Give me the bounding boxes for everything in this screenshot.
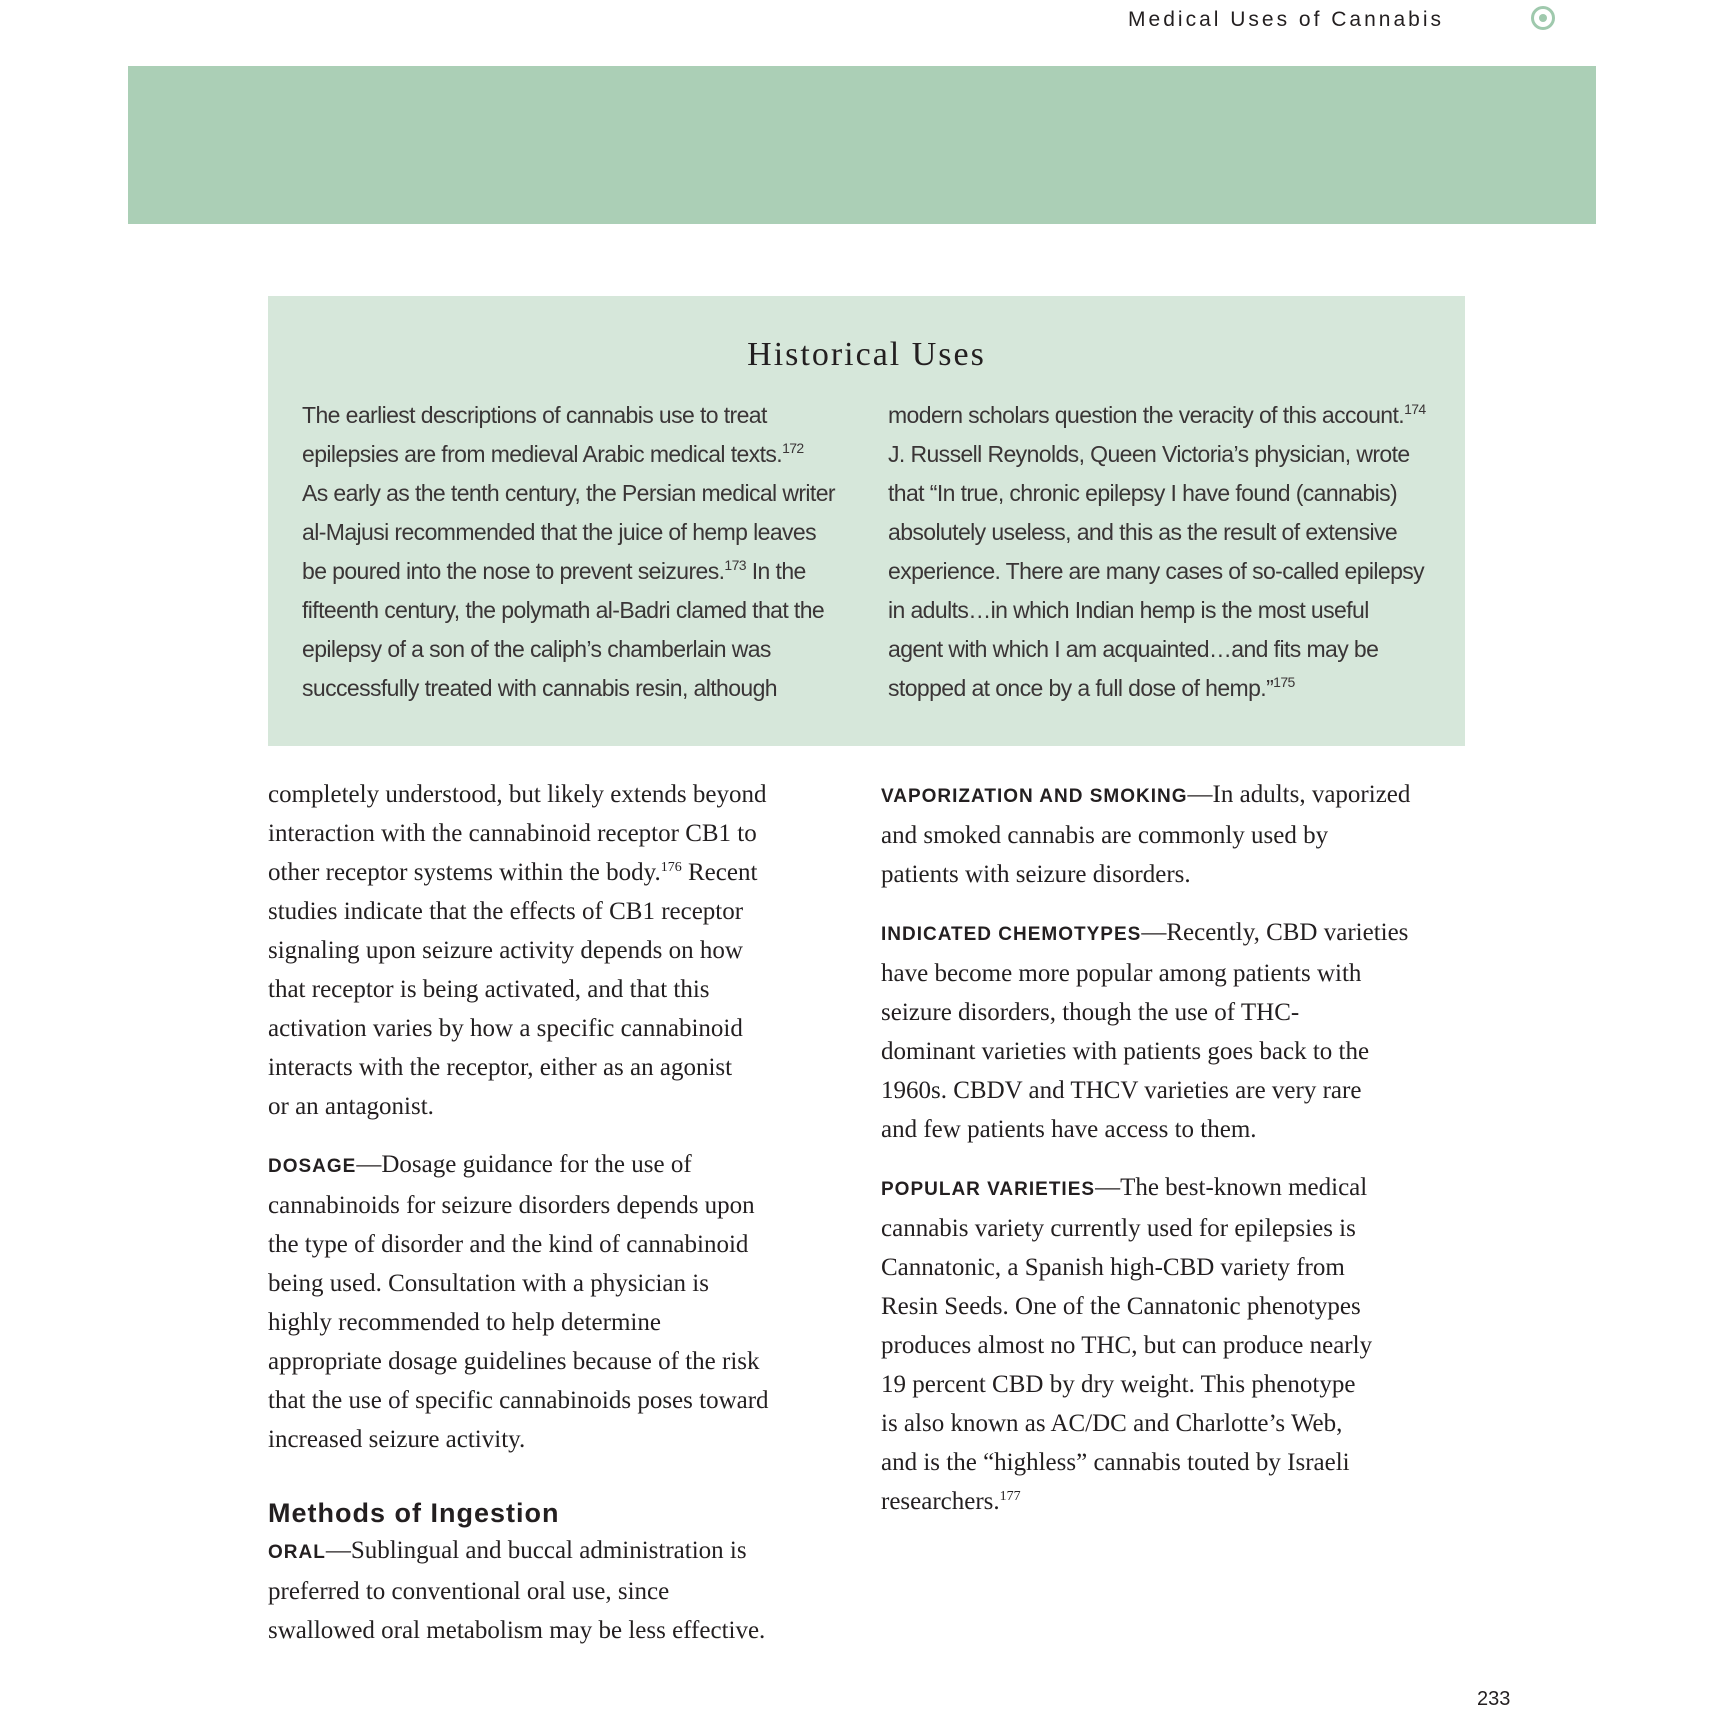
target-circle-icon bbox=[1531, 6, 1555, 30]
sidebar-text-line: modern scholars question the veracity of this account.$^{174}$ bbox=[888, 401, 1426, 428]
text-line: other receptor systems within the body.$^{176}$ Recent bbox=[268, 859, 758, 886]
sidebar-text-line: As early as the tenth century, the Persian medical writer bbox=[302, 480, 835, 506]
text-line: 1960s. CBDV and THCV varieties are very rare bbox=[881, 1077, 1362, 1104]
sidebar-text-line: absolutely useless, and this as the result of extensive bbox=[888, 519, 1398, 545]
run-in-heading: DOSAGE bbox=[268, 1156, 357, 1177]
text-line: being used. Consultation with a physician is bbox=[268, 1270, 709, 1297]
text-line: activation varies by how a specific cannabinoid bbox=[268, 1015, 743, 1042]
text-line: that the use of specific cannabinoids poses toward bbox=[268, 1387, 769, 1414]
run-in-heading: ORAL bbox=[268, 1542, 326, 1563]
text-line: interaction with the cannabinoid receptor CB1 to bbox=[268, 820, 757, 847]
footnote-ref: 174 bbox=[1404, 401, 1426, 417]
text-line: patients with seizure disorders. bbox=[881, 861, 1191, 888]
text-line: is also known as AC/DC and Charlotte’s Web, bbox=[881, 1410, 1343, 1437]
text-line: POPULAR VARIETIES—The best-known medical bbox=[881, 1174, 1368, 1201]
text-line: that receptor is being activated, and that this bbox=[268, 976, 710, 1003]
sidebar-text-line: J. Russell Reynolds, Queen Victoria’s physician, wrote bbox=[888, 441, 1410, 467]
running-header-title: Medical Uses of Cannabis bbox=[1128, 8, 1444, 31]
chemotypes-paragraph bbox=[881, 913, 1471, 1149]
text-line: Cannatonic, a Spanish high-CBD variety from bbox=[881, 1254, 1345, 1281]
text-line: dominant varieties with patients goes back to the bbox=[881, 1038, 1370, 1065]
text-line: interacts with the receptor, either as an agonist bbox=[268, 1054, 733, 1081]
sidebar-text-line: stopped at once by a full dose of hemp.”$^{175}$ bbox=[888, 674, 1295, 701]
footnote-ref: 173 bbox=[724, 557, 746, 573]
text-line: produces almost no THC, but can produce nearly bbox=[881, 1332, 1373, 1359]
sidebar-text-line: successfully treated with cannabis resin, although bbox=[302, 675, 778, 701]
text-line: VAPORIZATION AND SMOKING—In adults, vaporized bbox=[881, 781, 1411, 808]
run-in-heading: VAPORIZATION AND SMOKING bbox=[881, 786, 1188, 807]
sidebar-text-line: agent with which I am acquainted…and fits may be bbox=[888, 636, 1379, 662]
main-left-column bbox=[268, 775, 848, 1669]
text-line: or an antagonist. bbox=[268, 1093, 434, 1120]
text-line: ORAL—Sublingual and buccal administration is bbox=[268, 1537, 747, 1564]
sidebar-right-column bbox=[888, 396, 1448, 708]
run-in-heading: INDICATED CHEMOTYPES bbox=[881, 924, 1142, 945]
text-line: seizure disorders, though the use of THC- bbox=[881, 999, 1300, 1026]
sidebar-text-line: that “In true, chronic epilepsy I have found (cannabis) bbox=[888, 480, 1398, 506]
text-line: signaling upon seizure activity depends on how bbox=[268, 937, 743, 964]
text-line: cannabinoids for seizure disorders depends upon bbox=[268, 1192, 755, 1219]
sidebar-text-line: al-Majusi recommended that the juice of hemp leaves bbox=[302, 519, 817, 545]
dosage-paragraph bbox=[268, 1145, 848, 1459]
text-line: studies indicate that the effects of CB1 receptor bbox=[268, 898, 744, 925]
text-line: the type of disorder and the kind of cannabinoid bbox=[268, 1231, 749, 1258]
text-line: Resin Seeds. One of the Cannatonic phenotypes bbox=[881, 1293, 1361, 1320]
text-line: appropriate dosage guidelines because of the risk bbox=[268, 1348, 760, 1375]
historical-uses-sidebar bbox=[268, 296, 1465, 746]
sidebar-text-line: epilepsies are from medieval Arabic medical texts.$^{172}$ bbox=[302, 440, 804, 467]
text-line: researchers.$^{177}$ bbox=[881, 1488, 1021, 1515]
varieties-paragraph bbox=[881, 1168, 1471, 1521]
text-line: cannabis variety currently used for epilepsies is bbox=[881, 1215, 1356, 1242]
section-heading: Methods of Ingestion bbox=[268, 1498, 560, 1528]
chapter-banner bbox=[128, 66, 1596, 224]
text-line: and smoked cannabis are commonly used by bbox=[881, 822, 1329, 849]
text-line: 19 percent CBD by dry weight. This phenotype bbox=[881, 1371, 1356, 1398]
body-paragraph bbox=[268, 775, 848, 1126]
text-line: increased seizure activity. bbox=[268, 1426, 526, 1453]
run-in-heading: POPULAR VARIETIES bbox=[881, 1179, 1096, 1200]
sidebar-text-line: The earliest descriptions of cannabis use to treat bbox=[302, 402, 767, 428]
footnote-ref: 172 bbox=[782, 440, 804, 456]
text-line: and is the “highless” cannabis touted by Israeli bbox=[881, 1449, 1350, 1476]
page-number: 233 bbox=[1477, 1688, 1511, 1710]
text-line: DOSAGE—Dosage guidance for the use of bbox=[268, 1151, 692, 1178]
sidebar-text-line: fifteenth century, the polymath al-Badri clamed that the bbox=[302, 597, 825, 623]
text-line: have become more popular among patients with bbox=[881, 960, 1362, 987]
footnote-ref: 176 bbox=[660, 860, 682, 875]
sidebar-text-line: in adults…in which Indian hemp is the most useful bbox=[888, 597, 1369, 623]
sidebar-title: Historical Uses bbox=[747, 336, 986, 373]
main-right-column bbox=[881, 775, 1471, 1540]
text-line: preferred to conventional oral use, since bbox=[268, 1578, 670, 1605]
text-line: highly recommended to help determine bbox=[268, 1309, 661, 1336]
sidebar-text-line: experience. There are many cases of so-called epilepsy bbox=[888, 558, 1425, 584]
vaporization-paragraph bbox=[881, 775, 1471, 894]
oral-paragraph bbox=[268, 1531, 848, 1650]
footnote-ref: 177 bbox=[999, 1489, 1021, 1504]
text-line: INDICATED CHEMOTYPES—Recently, CBD varieties bbox=[881, 919, 1409, 946]
sidebar-left-column bbox=[302, 396, 850, 708]
footnote-ref: 175 bbox=[1273, 674, 1295, 690]
sidebar-text-line: epilepsy of a son of the caliph’s chamberlain was bbox=[302, 636, 771, 662]
sidebar-text-line: be poured into the nose to prevent seizures.$^{173}$ In the bbox=[302, 557, 806, 584]
text-line: and few patients have access to them. bbox=[881, 1116, 1257, 1143]
text-line: completely understood, but likely extends beyond bbox=[268, 781, 767, 808]
text-line: swallowed oral metabolism may be less effective. bbox=[268, 1617, 766, 1644]
